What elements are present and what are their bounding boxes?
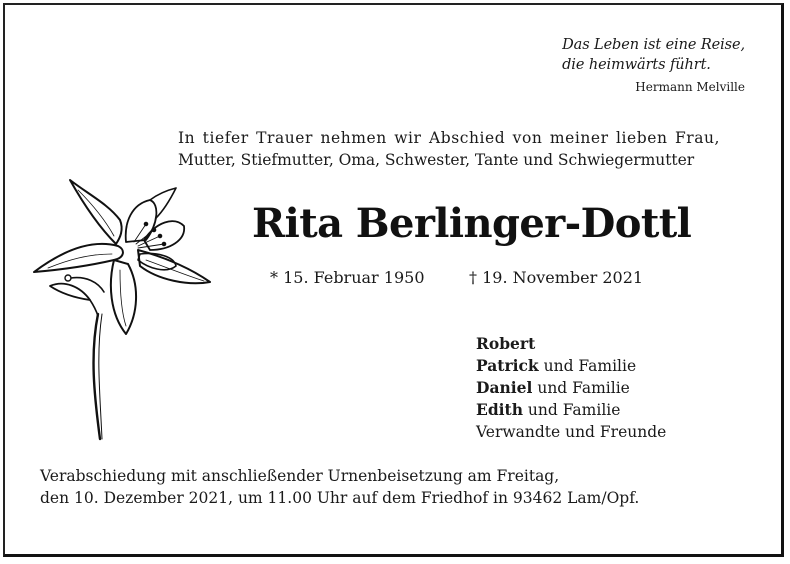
mourner-item: Daniel und Familie <box>476 378 630 397</box>
funeral-line: den 10. Dezember 2021, um 11.00 Uhr auf dem Friedhof in 93462 Lam/Opf. <box>40 489 640 507</box>
quote-author: Hermann Melville <box>635 80 745 94</box>
intro-text <box>178 127 720 171</box>
deceased-name: Rita Berlinger-Dottl <box>252 200 692 247</box>
mourner-name: Patrick <box>476 356 539 375</box>
mourner-name: Edith <box>476 400 523 419</box>
mourner-item: Verwandte und Freunde <box>476 423 667 441</box>
mourner-name: Daniel <box>476 378 533 397</box>
mourner-name: Robert <box>476 334 536 353</box>
mourners-list <box>476 333 666 443</box>
birth-date: * 15. Februar 1950 <box>270 268 425 287</box>
mourner-item: Patrick und Familie <box>476 356 637 375</box>
quote-line: Das Leben ist eine Reise, <box>562 37 745 53</box>
quote <box>562 35 745 75</box>
mourner-item <box>476 333 666 355</box>
intro-line: In tiefer Trauer nehmen wir Abschied von meiner lieben Frau, <box>178 129 721 147</box>
funeral-line: Verabschiedung mit anschließender Urnenbeisetzung am Freitag, <box>40 467 560 485</box>
funeral-info <box>40 465 639 509</box>
intro-line: Mutter, Stiefmutter, Oma, Schwester, Tante und Schwiegermutter <box>178 151 695 169</box>
death-date: † 19. November 2021 <box>469 268 644 287</box>
mourner-item: Edith und Familie <box>476 400 621 419</box>
quote-line: die heimwärts führt. <box>562 57 711 73</box>
flower-icon <box>28 174 213 444</box>
